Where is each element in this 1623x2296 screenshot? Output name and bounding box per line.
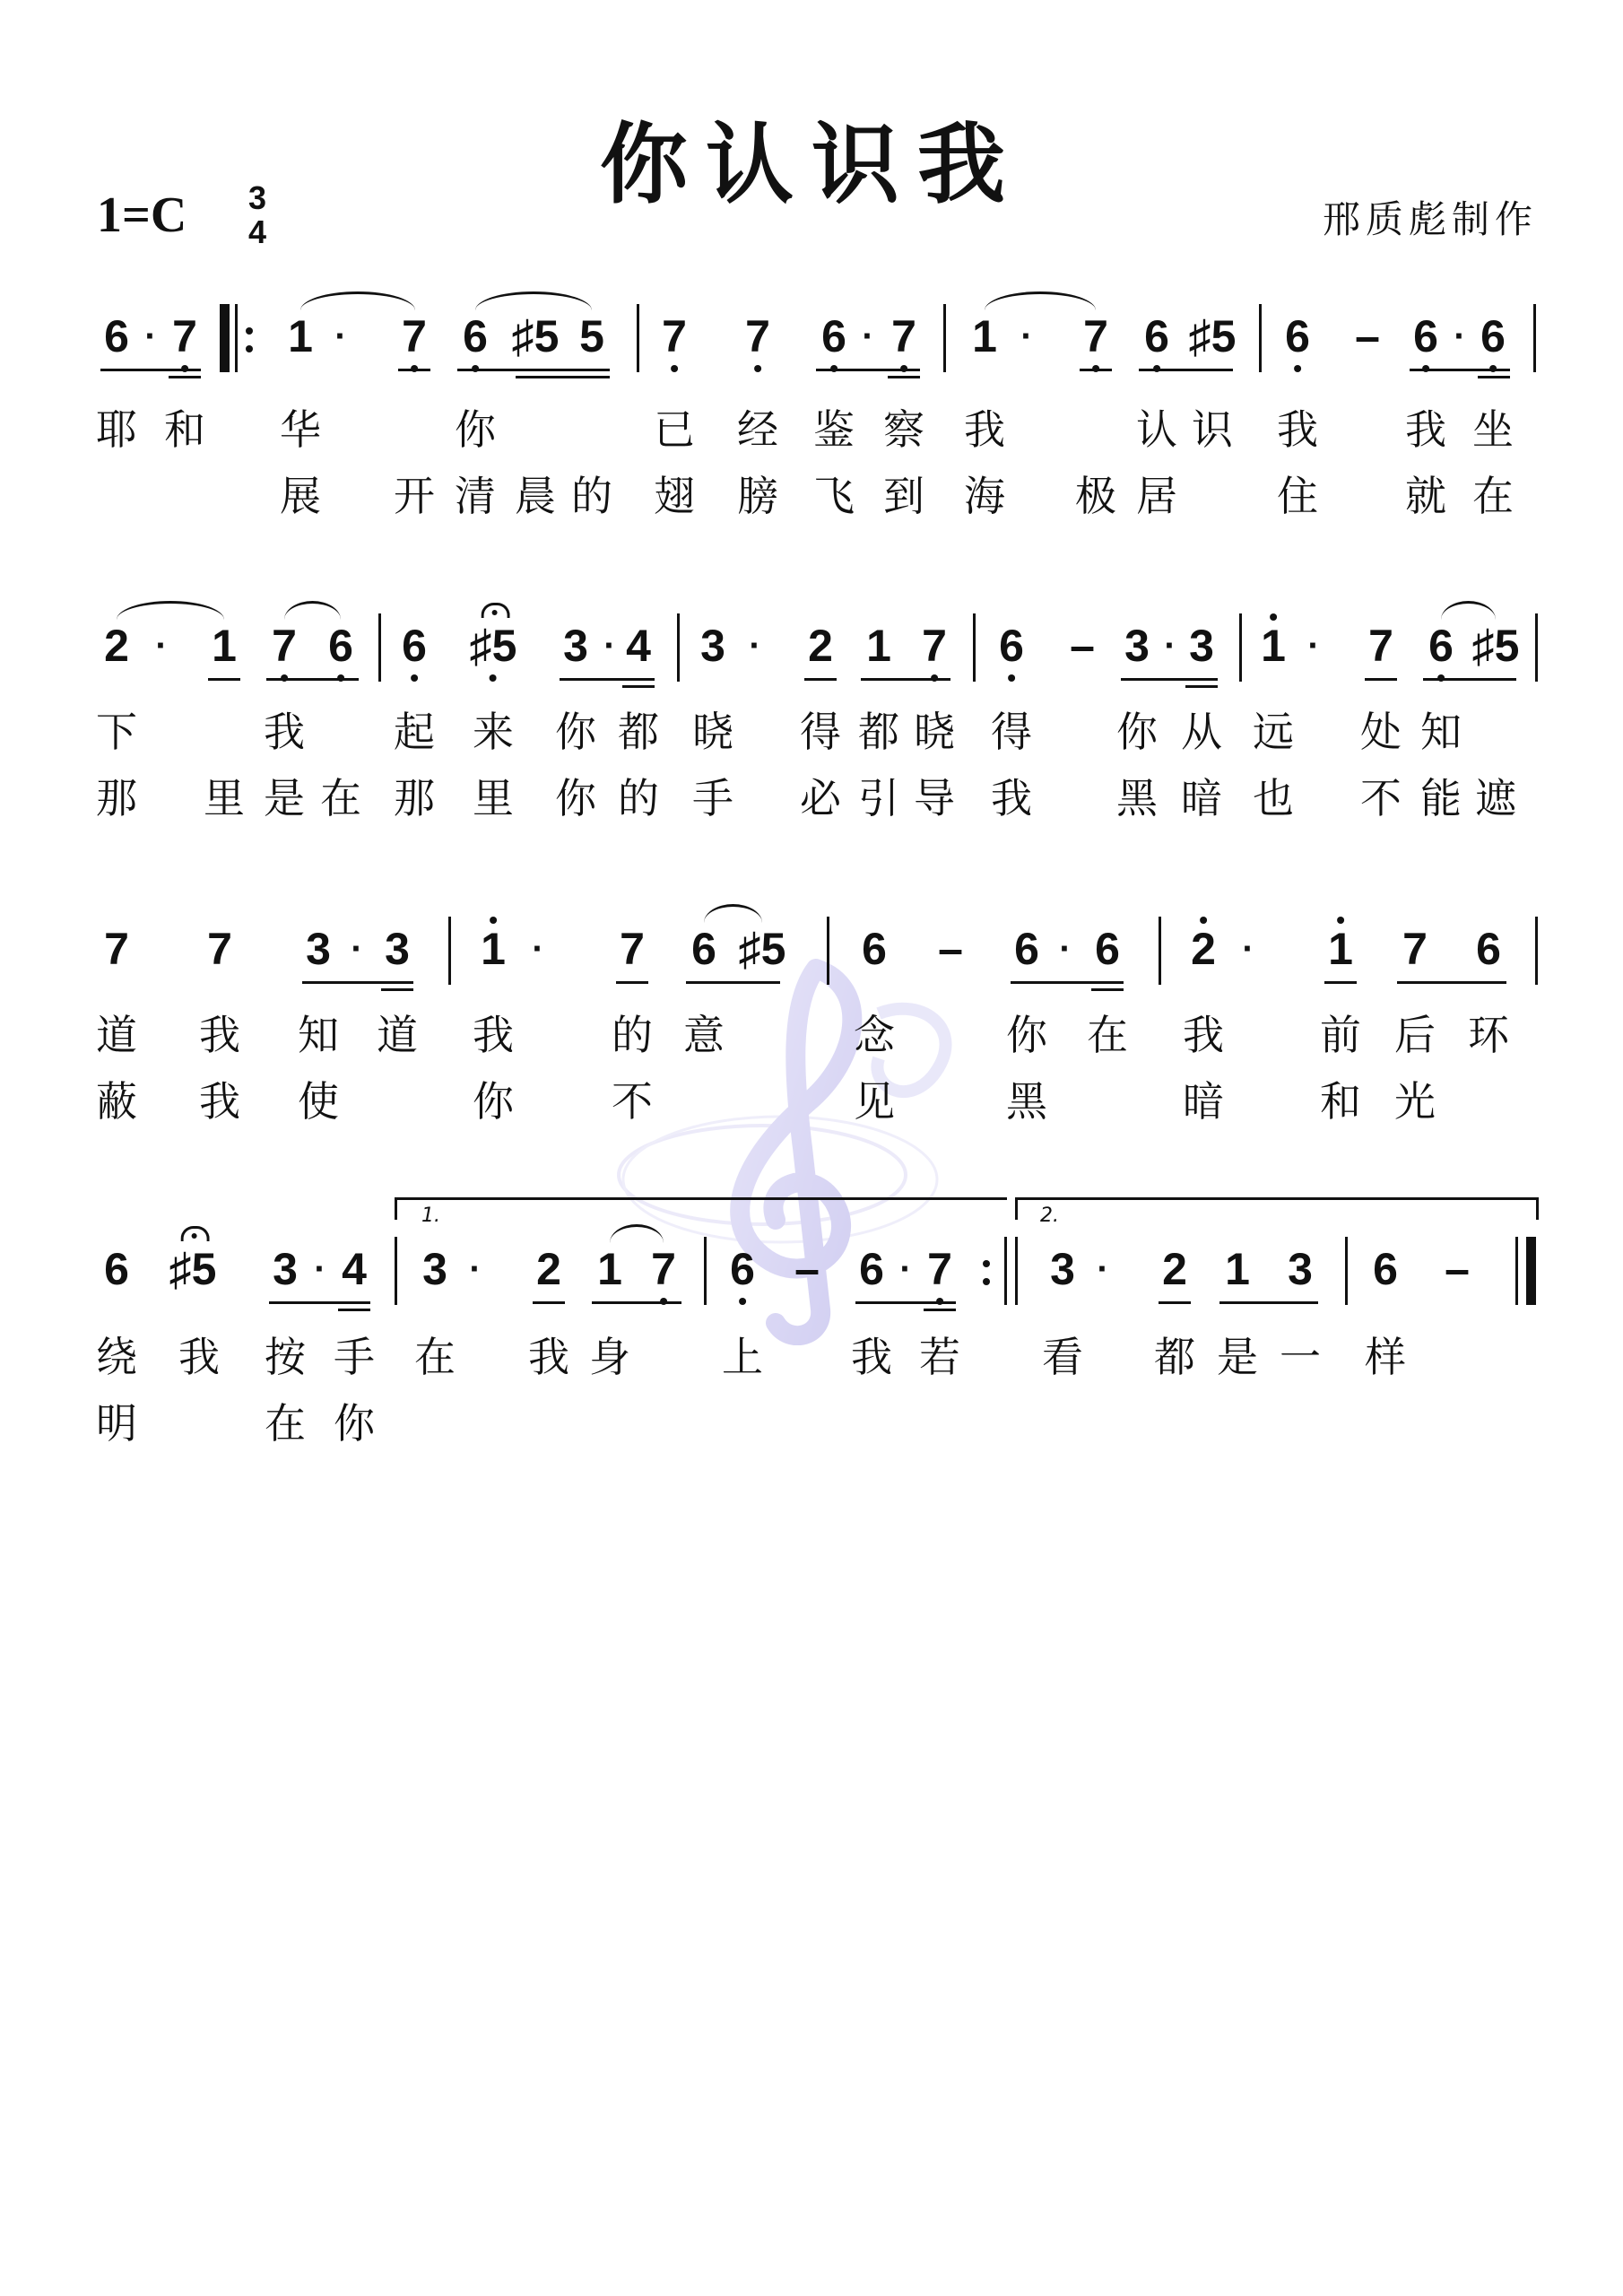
- note: 6: [691, 924, 716, 974]
- lyric: 暗: [1181, 774, 1222, 822]
- note: 1: [1261, 621, 1286, 671]
- key-signature: 1=C: [97, 187, 187, 243]
- lyric: 不: [612, 1077, 653, 1126]
- lyric: 我: [264, 708, 305, 756]
- underline: [1080, 369, 1112, 371]
- lyric: 暗: [1183, 1077, 1224, 1126]
- lyric: 那: [394, 774, 435, 822]
- lyric: 后: [1394, 1011, 1436, 1059]
- lyric: 你: [473, 1077, 514, 1126]
- note: 3: [700, 621, 725, 671]
- lyric: 展: [280, 472, 321, 520]
- barline: [637, 304, 639, 372]
- repeat-dots: [983, 1242, 990, 1249]
- volta-label-2: 2.: [1040, 1205, 1059, 1227]
- dot-duration: ·: [749, 626, 761, 665]
- underline: [855, 1301, 956, 1304]
- note: 6: [1144, 311, 1169, 361]
- note: 2: [808, 621, 833, 671]
- note: 7: [1083, 311, 1108, 361]
- lyric: 我: [851, 1333, 892, 1381]
- lyric: 我: [473, 1011, 514, 1059]
- underline: [169, 376, 201, 378]
- time-signature-denominator: 4: [247, 213, 267, 250]
- lyric: 华: [280, 405, 321, 454]
- dot-duration: ·: [899, 1249, 912, 1289]
- underline: [1410, 369, 1510, 371]
- tie: [1441, 601, 1496, 620]
- arranger-credit: 邢质彪制作: [1322, 197, 1538, 241]
- note: 2: [104, 621, 129, 671]
- lyric: 绕: [96, 1333, 137, 1381]
- note: 7: [662, 311, 687, 361]
- underline: [1219, 1301, 1318, 1304]
- fermata-icon: [181, 1226, 210, 1241]
- underline: [533, 1301, 565, 1304]
- lyric: 也: [1253, 774, 1294, 822]
- lyric: 是: [1217, 1333, 1258, 1381]
- note: ♯5: [511, 311, 560, 361]
- note: 1: [1225, 1244, 1250, 1294]
- underline: [208, 678, 240, 681]
- lyric: 知: [1420, 708, 1462, 756]
- lyric: 你: [455, 405, 496, 454]
- lyric: 明: [96, 1399, 137, 1448]
- note: 7: [104, 924, 129, 974]
- lyric: 在: [1087, 1011, 1128, 1059]
- note: 6: [402, 621, 427, 671]
- underline: [398, 369, 430, 371]
- lyric: 我: [1405, 405, 1446, 454]
- note: 2: [536, 1244, 561, 1294]
- barline: [1239, 613, 1242, 682]
- lyric: 飞: [813, 472, 855, 520]
- underline: [269, 1301, 370, 1304]
- note: 6: [104, 311, 129, 361]
- dot-duration: ·: [351, 929, 363, 969]
- lyric: 起: [394, 708, 435, 756]
- note: 6: [1413, 311, 1438, 361]
- note: 1: [481, 924, 506, 974]
- lyric: 住: [1277, 472, 1318, 520]
- underline: [560, 678, 655, 681]
- lyric: 我: [199, 1077, 240, 1126]
- lyric: 按: [265, 1333, 306, 1381]
- note: 7: [1368, 621, 1393, 671]
- barline: [1259, 304, 1262, 372]
- underline: [381, 988, 413, 991]
- lyric: 在: [414, 1333, 456, 1381]
- lyric: 那: [96, 774, 137, 822]
- lyric: 光: [1394, 1077, 1436, 1126]
- note: –: [794, 1244, 820, 1294]
- note: 4: [342, 1244, 367, 1294]
- lyric: 晓: [692, 708, 733, 756]
- note: 1: [597, 1244, 622, 1294]
- lyric: 我: [178, 1333, 220, 1381]
- lyric: 下: [96, 708, 137, 756]
- lyric: 你: [334, 1399, 375, 1448]
- underline: [804, 678, 837, 681]
- lyric: 的: [612, 1011, 653, 1059]
- barline: [1159, 917, 1161, 985]
- lyric: 里: [473, 774, 514, 822]
- underline: [1185, 685, 1218, 688]
- lyric: 的: [571, 472, 612, 520]
- lyric: 是: [264, 774, 305, 822]
- dot-duration: ·: [1020, 317, 1033, 356]
- lyric: 必: [800, 774, 841, 822]
- lyric: 到: [883, 472, 924, 520]
- lyric: 我: [964, 405, 1005, 454]
- lyric: 黑: [1116, 774, 1158, 822]
- lyric: 念: [854, 1011, 895, 1059]
- lyric: 我: [528, 1333, 569, 1381]
- note: 6: [999, 621, 1024, 671]
- note: 5: [579, 311, 604, 361]
- dot-duration: ·: [314, 1249, 326, 1289]
- note: 2: [1191, 924, 1216, 974]
- lyric: 极: [1075, 472, 1116, 520]
- underline: [1159, 1301, 1191, 1304]
- lyric: 和: [1320, 1077, 1361, 1126]
- note: –: [1355, 311, 1380, 361]
- barline: [943, 304, 946, 372]
- lyric: 蔽: [96, 1077, 137, 1126]
- lyric: 膀: [737, 472, 778, 520]
- barline: [1535, 917, 1538, 985]
- note: 1: [866, 621, 891, 671]
- note: 7: [620, 924, 645, 974]
- dot-duration: ·: [1059, 929, 1072, 969]
- underline: [861, 678, 950, 681]
- note: 3: [1124, 621, 1150, 671]
- tie: [284, 601, 341, 620]
- underline: [1139, 369, 1233, 371]
- note: 7: [272, 621, 297, 671]
- underline: [266, 678, 359, 681]
- note: 1: [212, 621, 237, 671]
- lyric: 都: [858, 708, 899, 756]
- note: 7: [207, 924, 232, 974]
- tie: [704, 904, 762, 923]
- note: 6: [1480, 311, 1506, 361]
- note: 6: [862, 924, 887, 974]
- barline: [827, 917, 829, 985]
- lyric: 你: [1006, 1011, 1047, 1059]
- lyric: 就: [1405, 472, 1446, 520]
- lyric: 的: [618, 774, 659, 822]
- note: 3: [385, 924, 410, 974]
- underline: [516, 376, 610, 378]
- note: 3: [563, 621, 588, 671]
- note: 3: [1189, 621, 1214, 671]
- lyric: 海: [964, 472, 1005, 520]
- lyric: 手: [334, 1333, 375, 1381]
- lyric: 我: [1183, 1011, 1224, 1059]
- lyric: 晨: [515, 472, 556, 520]
- dot-duration: ·: [334, 317, 347, 356]
- lyric: 坐: [1472, 405, 1514, 454]
- note: 6: [463, 311, 488, 361]
- lyric: 身: [589, 1333, 630, 1381]
- underline: [1091, 988, 1124, 991]
- lyric: 得: [991, 708, 1032, 756]
- lyric: 遮: [1475, 774, 1516, 822]
- dot-duration: ·: [1097, 1249, 1109, 1289]
- lyric: 看: [1042, 1333, 1083, 1381]
- barline: [704, 1237, 707, 1305]
- underline: [457, 369, 610, 371]
- lyric: 导: [914, 774, 955, 822]
- note: 6: [104, 1244, 129, 1294]
- lyric: 你: [555, 708, 596, 756]
- lyric: 见: [854, 1077, 895, 1126]
- lyric: 引: [858, 774, 899, 822]
- note: –: [1070, 621, 1095, 671]
- note: 6: [730, 1244, 755, 1294]
- underline: [1324, 981, 1357, 984]
- barline: [378, 613, 381, 682]
- lyric: 在: [320, 774, 361, 822]
- lyric: 道: [96, 1011, 137, 1059]
- lyric: 里: [204, 774, 245, 822]
- underline: [888, 376, 920, 378]
- lyric: 一: [1280, 1333, 1321, 1381]
- lyric: 和: [164, 405, 205, 454]
- note: 6: [821, 311, 846, 361]
- lyric: 意: [683, 1011, 725, 1059]
- dot-duration: ·: [532, 929, 544, 969]
- dot-duration: ·: [1242, 929, 1254, 969]
- note: 7: [1402, 924, 1428, 974]
- underline: [302, 981, 413, 984]
- repeat-dots: [246, 309, 253, 317]
- barline: [1345, 1237, 1348, 1305]
- underline: [592, 1301, 681, 1304]
- dot-duration: ·: [1164, 626, 1176, 665]
- lyric: 在: [1472, 472, 1514, 520]
- note: 3: [1288, 1244, 1313, 1294]
- note: 1: [972, 311, 997, 361]
- lyric: 手: [692, 774, 733, 822]
- lyric: 上: [722, 1333, 763, 1381]
- lyric: 来: [473, 708, 514, 756]
- barline: [448, 917, 451, 985]
- note: 6: [1428, 621, 1454, 671]
- note: 1: [1328, 924, 1353, 974]
- lyric: 清: [455, 472, 496, 520]
- lyric: 不: [1360, 774, 1402, 822]
- barline: [1004, 1237, 1007, 1305]
- barline: [235, 304, 238, 372]
- lyric: 知: [298, 1011, 339, 1059]
- note: 6: [328, 621, 353, 671]
- lyric: 察: [883, 405, 924, 454]
- lyric: 你: [555, 774, 596, 822]
- lyric: 我: [1277, 405, 1318, 454]
- note: 7: [402, 311, 427, 361]
- underline: [338, 1309, 370, 1311]
- note: ♯5: [1471, 621, 1520, 671]
- barline: [1515, 1237, 1518, 1305]
- note: 2: [1162, 1244, 1187, 1294]
- lyric: 识: [1192, 405, 1233, 454]
- note: 3: [273, 1244, 298, 1294]
- volta-bracket-1: [395, 1197, 1007, 1220]
- underline: [686, 981, 780, 984]
- lyric: 都: [618, 708, 659, 756]
- barline: [1533, 304, 1536, 372]
- note: ♯5: [738, 924, 786, 974]
- underline: [1423, 678, 1516, 681]
- repeat-start-barline: [220, 304, 230, 372]
- dot-duration: ·: [155, 626, 168, 665]
- note: 6: [1014, 924, 1039, 974]
- lyric: 鉴: [813, 405, 855, 454]
- barline: [677, 613, 680, 682]
- tie: [475, 291, 592, 310]
- note: 7: [891, 311, 916, 361]
- lyric: 认: [1136, 405, 1177, 454]
- underline: [1121, 678, 1218, 681]
- lyric: 远: [1253, 708, 1294, 756]
- lyric: 已: [654, 405, 695, 454]
- underline: [816, 369, 920, 371]
- tie: [300, 291, 415, 310]
- dot-duration: ·: [603, 626, 616, 665]
- dot-duration: ·: [1454, 317, 1466, 356]
- lyric: 能: [1420, 774, 1462, 822]
- volta-label-1: 1.: [421, 1205, 440, 1227]
- lyric: 翅: [654, 472, 695, 520]
- note: 4: [626, 621, 651, 671]
- fermata-icon: [482, 603, 510, 618]
- note: 7: [651, 1244, 676, 1294]
- lyric: 经: [737, 405, 778, 454]
- lyric: 处: [1360, 708, 1402, 756]
- lyric: 从: [1181, 708, 1222, 756]
- note: 1: [288, 311, 313, 361]
- note: 3: [1050, 1244, 1075, 1294]
- underline: [1011, 981, 1124, 984]
- note: 3: [422, 1244, 447, 1294]
- lyric: 你: [1116, 708, 1158, 756]
- note: 7: [172, 311, 197, 361]
- note: 7: [927, 1244, 952, 1294]
- underline: [1397, 981, 1506, 984]
- note: 6: [1476, 924, 1501, 974]
- lyric: 使: [298, 1077, 339, 1126]
- lyric: 道: [377, 1011, 418, 1059]
- note: 7: [745, 311, 770, 361]
- lyric: 样: [1365, 1333, 1406, 1381]
- time-signature-numerator: 3: [247, 179, 267, 216]
- lyric: 在: [265, 1399, 306, 1448]
- dot-duration: ·: [144, 317, 157, 356]
- song-title: 你认识我: [599, 113, 1023, 216]
- note: –: [938, 924, 963, 974]
- underline: [616, 981, 648, 984]
- underline: [1365, 678, 1397, 681]
- note: –: [1445, 1244, 1470, 1294]
- dot-duration: ·: [862, 317, 874, 356]
- volta-bracket-2: [1015, 1197, 1539, 1220]
- underline: [622, 685, 655, 688]
- tie: [117, 601, 224, 620]
- note: 7: [922, 621, 947, 671]
- barline: [1015, 1237, 1018, 1305]
- note: ♯5: [169, 1242, 217, 1296]
- note: 6: [1373, 1244, 1398, 1294]
- note: 6: [1095, 924, 1120, 974]
- barline: [395, 1237, 397, 1305]
- underline: [924, 1309, 956, 1311]
- dot-duration: ·: [469, 1249, 482, 1289]
- lyric: 黑: [1006, 1077, 1047, 1126]
- lyric: 环: [1468, 1011, 1509, 1059]
- tie: [985, 291, 1096, 310]
- note: ♯5: [470, 619, 517, 673]
- lyric: 都: [1154, 1333, 1195, 1381]
- lyric: 我: [991, 774, 1032, 822]
- barline: [1535, 613, 1538, 682]
- lyric: 居: [1136, 472, 1177, 520]
- underline: [1478, 376, 1510, 378]
- time-signature: [238, 181, 277, 249]
- note: 6: [1285, 311, 1310, 361]
- underline: [100, 369, 201, 371]
- note: 6: [859, 1244, 884, 1294]
- lyric: 我: [199, 1011, 240, 1059]
- barline: [973, 613, 976, 682]
- note: 3: [306, 924, 331, 974]
- note: ♯5: [1188, 311, 1237, 361]
- lyric: 若: [919, 1333, 960, 1381]
- lyric: 得: [800, 708, 841, 756]
- lyric: 前: [1320, 1011, 1361, 1059]
- lyric: 开: [394, 472, 435, 520]
- dot-duration: ·: [1307, 626, 1320, 665]
- lyric: 耶: [96, 405, 137, 454]
- lyric: 晓: [914, 708, 955, 756]
- final-barline: [1526, 1237, 1536, 1305]
